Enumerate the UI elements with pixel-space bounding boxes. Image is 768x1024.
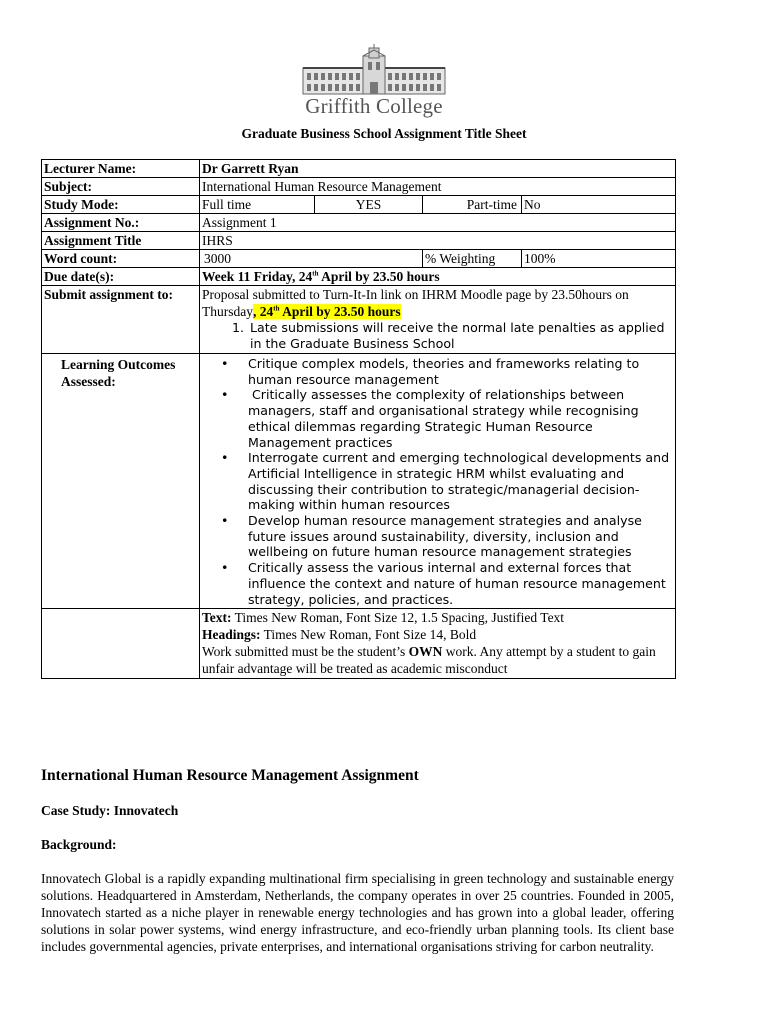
- outcome-item: • Interrogate current and emerging technological developments and Artificial Intelligence in strategic HRM whilst evaluating and discussing their contribution to strategic/managerial decision-making within human resources: [221, 450, 670, 513]
- row-study-mode: [42, 196, 676, 214]
- outcomes-list: [202, 356, 673, 607]
- row-submit: [42, 286, 676, 354]
- college-logo: [299, 44, 449, 120]
- formatting-value: [200, 609, 676, 679]
- lecturer-value: Dr Garrett Ryan: [200, 160, 676, 178]
- assignment-heading: International Human Resource Management Assignment: [41, 767, 419, 784]
- headings-format-line: Headings: Times New Roman, Font Size 14, Bold: [202, 627, 477, 643]
- fulltime-label: Full time: [200, 196, 315, 214]
- bullet-icon: •: [221, 450, 229, 466]
- word-count-label: Word count:: [42, 250, 200, 268]
- word-count-value: 3000: [200, 250, 423, 268]
- row-assignment-no: [42, 214, 676, 232]
- background-paragraph: Innovatech Global is a rapidly expanding multinational firm specialising in green technology and sustainable energy solutions. Headquartered in Amsterdam, Netherlands, the company operates in over 25 countries. Founded in 2005, Innovatech started as a niche player in renewable energy technologies and has grown into a global leader, offering solutions in solar power systems, wind energy infrastructure, and eco-friendly urban planning tools. Its client base includes governmental agencies, private enterprises, and international organisations striving for carbon neutrality.: [41, 871, 674, 954]
- outcomes-label-cell: [42, 354, 200, 609]
- due-date-value: Week 11 Friday, 24th April by 23.50 hours: [200, 268, 676, 286]
- case-study-heading: Case Study: Innovatech: [41, 803, 179, 818]
- due-date-label: Due date(s):: [42, 268, 200, 286]
- late-submission-item: 1. Late submissions will receive the normal late penalties as applied in the Graduate Business School: [248, 320, 673, 351]
- weighting-value: 100%: [522, 250, 676, 268]
- row-formatting: [42, 609, 676, 679]
- outcome-item: • Critically assesses the complexity of relationships between managers, staff and organisational strategy while recognising ethical dilemmas regarding Strategic Human Resource Management practices: [221, 387, 643, 450]
- study-mode-label: Study Mode:: [42, 196, 200, 214]
- misconduct-notice: Work submitted must be the student’s OWN work. Any attempt by a student to gain unfair advantage will be treated as academic misconduct: [202, 644, 656, 677]
- row-lecturer: [42, 160, 676, 178]
- bullet-icon: •: [221, 513, 229, 529]
- college-logo-text: Griffith College: [305, 94, 443, 118]
- assignment-no-value: Assignment 1: [200, 214, 676, 232]
- outcome-item: • Develop human resource management strategies and analyse future issues around sustainability, diversity, inclusion and wellbeing on future human resource management strategies: [221, 513, 642, 560]
- fulltime-value: YES: [315, 196, 423, 214]
- row-due-date: [42, 268, 676, 286]
- outcomes-label: Learning Outcomes Assessed:: [61, 357, 176, 389]
- row-assignment-title: [42, 232, 676, 250]
- late-submission-list: [202, 320, 673, 351]
- college-building-icon: [299, 44, 449, 96]
- outcome-item: • Critically assess the various internal and external forces that influence the context and nature of human resource management strategy, policies, and practices.: [221, 560, 666, 607]
- submit-value: [200, 286, 676, 354]
- bullet-icon: •: [221, 387, 229, 403]
- formatting-label-cell: [42, 609, 200, 679]
- assignment-no-label: Assignment No.:: [42, 214, 200, 232]
- parttime-value: No: [522, 196, 676, 214]
- subject-label: Subject:: [42, 178, 200, 196]
- assignment-title-value: IHRS: [200, 232, 676, 250]
- text-format-line: Text: Times New Roman, Font Size 12, 1.5 Spacing, Justified Text: [202, 610, 565, 626]
- parttime-label: Part-time: [423, 196, 522, 214]
- submit-instructions: Proposal submitted to Turn-It-In link on IHRM Moodle page by 23.50hours on Thursday: [202, 287, 629, 319]
- outcome-item: • Critique complex models, theories and frameworks relating to human resource management: [221, 356, 640, 387]
- bullet-icon: •: [221, 356, 229, 371]
- bullet-icon: •: [221, 560, 229, 576]
- submit-deadline-highlight: , 24th April by 23.50 hours: [253, 304, 401, 319]
- weighting-label: % Weighting: [423, 250, 522, 268]
- lecturer-label: Lecturer Name:: [42, 160, 200, 178]
- outcomes-value: [200, 354, 676, 609]
- row-subject: [42, 178, 676, 196]
- background-heading: Background:: [41, 837, 117, 852]
- subject-value: International Human Resource Management: [200, 178, 676, 196]
- title-sheet-heading: Graduate Business School Assignment Title Sheet: [241, 126, 527, 141]
- row-word-count: [42, 250, 676, 268]
- assignment-title-label: Assignment Title: [42, 232, 200, 250]
- assignment-info-table: [41, 159, 676, 679]
- submit-label: Submit assignment to:: [42, 286, 200, 354]
- row-learning-outcomes: [42, 354, 676, 609]
